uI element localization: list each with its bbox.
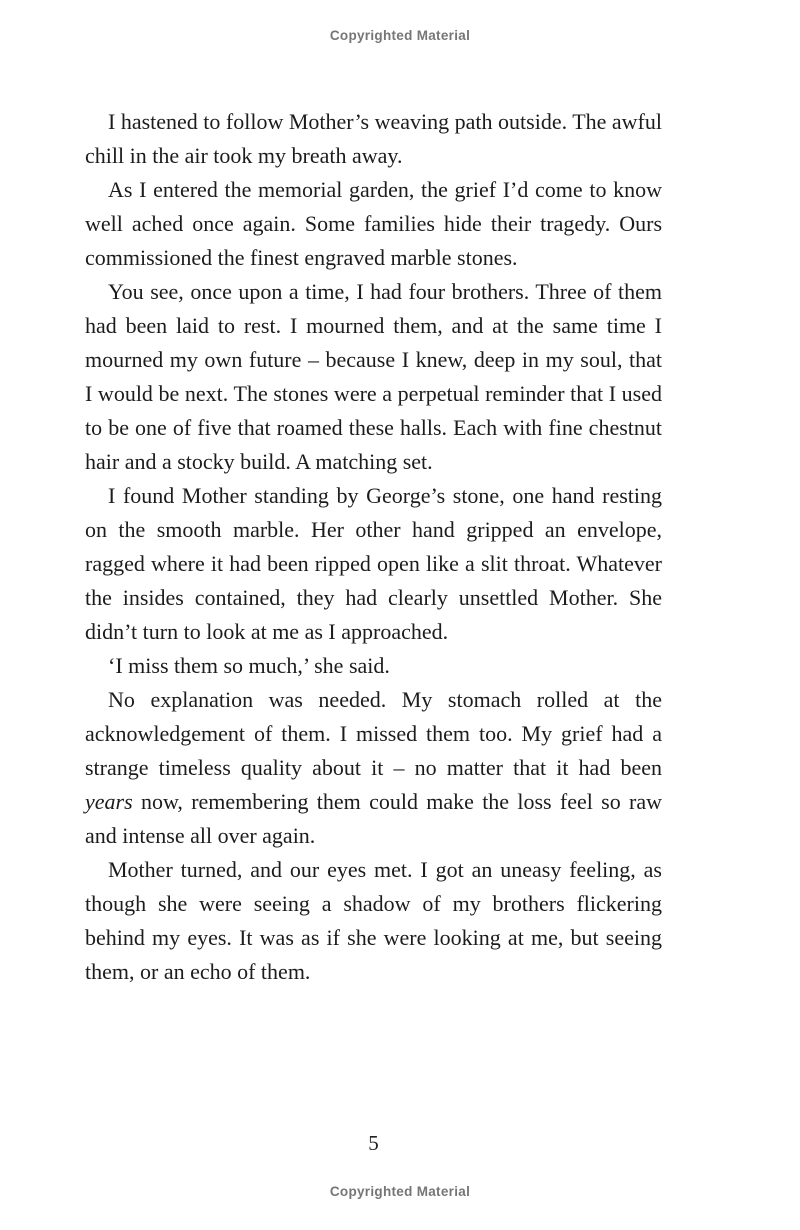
text-run: I found Mother standing by George’s stone, one hand resting on the smooth marble. Her other hand gripped an envelope, ragged where it had been ripped open like a slit throat. Whatever the insides contained, they had clearly unsettled Mother. She didn’t turn to look at me as I approached. [85,483,662,644]
paragraph [85,649,662,683]
paragraph [85,853,662,989]
text-run: now, remembering them could make the loss feel so raw and intense all over again. [85,789,662,848]
paragraph [85,479,662,649]
text-run: You see, once upon a time, I had four brothers. Three of them had been laid to rest. I mourned them, and at the same time I mourned my own future – because I knew, deep in my soul, that I would be next. The stones were a perpetual reminder that I used to be one of five that roamed these halls. Each with fine chestnut hair and a stocky build. A matching set. [85,279,662,474]
text-run: ‘I miss them so much,’ she said. [108,653,390,678]
paragraph [85,105,662,173]
header-copyright-notice: Copyrighted Material [329,28,471,43]
text-run: I hastened to follow Mother’s weaving path outside. The awful chill in the air took my breath away. [85,109,662,168]
page-text-block [85,105,662,989]
text-run: No explanation was needed. My stomach rolled at the acknowledgement of them. I missed them too. My grief had a strange timeless quality about it – no matter that it had been [85,687,662,780]
text-run: As I entered the memorial garden, the grief I’d come to know well ached once again. Some families hide their tragedy. Ours commissioned the finest engraved marble stones. [85,177,662,270]
italic-text-run: years [85,789,133,814]
footer-copyright-notice: Copyrighted Material [329,1184,471,1199]
paragraph [85,275,662,479]
paragraph [85,173,662,275]
page-number: 5 [368,1131,379,1155]
text-run: Mother turned, and our eyes met. I got an uneasy feeling, as though she were seeing a shadow of my brothers flickering behind my eyes. It was as if she were looking at me, but seeing them, or an echo of them. [85,857,662,984]
paragraph [85,683,662,853]
